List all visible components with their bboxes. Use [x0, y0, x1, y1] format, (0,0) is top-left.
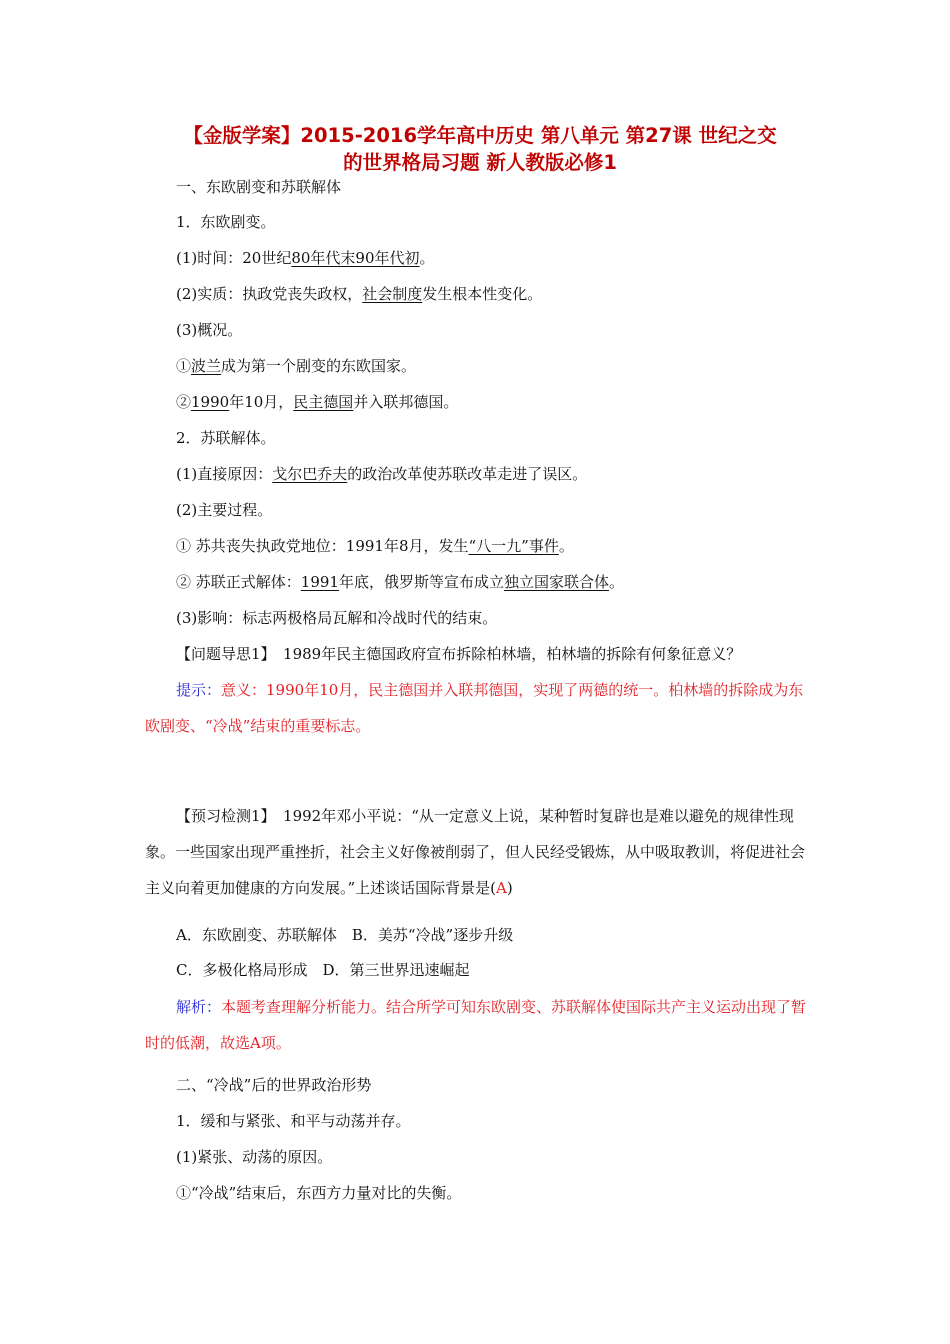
overview-item-1: ①波兰成为第一个剧变的东欧国家。: [176, 357, 417, 375]
process-item-1: ① 苏共丧失执政党地位：1991年8月，发生“八一九”事件。: [176, 537, 574, 555]
option-d: D．第三世界迅速崛起: [307, 961, 470, 979]
coup-blank: “八一九”事件: [468, 537, 559, 555]
essence-line: (2)实质：执政党丧失政权，社会制度发生根本性变化。: [176, 285, 543, 303]
document-title: [145, 122, 815, 176]
options-row-2: [176, 960, 470, 980]
analysis-text: 本题考查理解分析能力。结合所学可知东欧剧变、苏联解体使国际共产主义运动出现了暂时的低潮，故选A项。: [145, 998, 807, 1052]
preview-1-text: 1992年邓小平说：“从一定意义上说，某种暂时复辟也是难以避免的规律性现象。一些国家出现严重挫折，社会主义好像被削弱了，但人民经受锻炼，从中吸取教训，将促进社会主义向着更加健康的方向发展。”上述谈话国际背景是(: [145, 807, 806, 897]
year-1991-blank: 1991: [300, 573, 339, 591]
option-c: C．多极化格局形成: [176, 961, 308, 979]
section-1-heading: 一、东欧剧变和苏联解体: [176, 178, 342, 196]
question-1: [176, 644, 741, 664]
year-blank: 1990: [191, 393, 230, 411]
process-line: (2)主要过程。: [176, 501, 273, 519]
option-a: A．东欧剧变、苏联解体: [176, 926, 337, 944]
subsection-eastern-europe: 1．东欧剧变。: [176, 213, 276, 231]
poland-blank: 波兰: [191, 357, 222, 375]
time-blank: 80年代末90年代初: [291, 249, 420, 267]
section-2-point-2: (1)紧张、动荡的原因。: [176, 1148, 333, 1166]
process-item-2: ② 苏联正式解体：1991年底，俄罗斯等宣布成立独立国家联合体。: [176, 573, 625, 591]
gorbachev-blank: 戈尔巴乔夫: [272, 465, 348, 483]
preview-1-answer: A: [496, 879, 507, 897]
question-1-text: 1989年民主德国政府宣布拆除柏林墙，柏林墙的拆除有何象征意义？: [268, 645, 742, 663]
hint-paragraph: [145, 672, 807, 744]
essence-blank: 社会制度: [362, 285, 423, 303]
overview-item-2: ②1990年10月，民主德国并入联邦德国。: [176, 393, 459, 411]
title-line-2: 的世界格局习题 新人教版必修1: [343, 151, 617, 174]
gdr-blank: 民主德国: [293, 393, 354, 411]
section-2-heading: 二、“冷战”后的世界政治形势: [176, 1076, 372, 1094]
preview-1-label: 【预习检测1】: [176, 807, 269, 825]
time-line: (1)时间：20世纪80年代末90年代初。: [176, 249, 435, 267]
option-b: B．美苏“冷战”逐步升级: [336, 926, 514, 944]
preview-1: 【预习检测1】 1992年邓小平说：“从一定意义上说，某种暂时复辟也是难以避免的规律性现象。一些国家出现严重挫折，社会主义好像被削弱了，但人民经受锻炼，从中吸取教训，将促进社会主义向着更加健康的方向发展。”上述谈话国际背景是(A): [145, 807, 806, 897]
cis-blank: 独立国家联合体: [503, 573, 609, 591]
cause-line: (1)直接原因：戈尔巴乔夫的政治改革使苏联改革走进了误区。: [176, 465, 588, 483]
subsection-ussr: 2．苏联解体。: [176, 429, 276, 447]
hint-text: 意义：1990年10月，民主德国并入联邦德国，实现了两德的统一。柏林墙的拆除成为东欧剧变、“冷战”结束的重要标志。: [145, 681, 804, 735]
section-2-point-1: 1．缓和与紧张、和平与动荡并存。: [176, 1112, 411, 1130]
section-2-point-3: ①“冷战”结束后，东西方力量对比的失衡。: [176, 1184, 462, 1202]
title-line-1: 【金版学案】2015-2016学年高中历史 第八单元 第27课 世纪之交: [183, 124, 777, 147]
analysis-paragraph: [145, 989, 807, 1061]
hint-label: 提示：: [176, 681, 222, 699]
question-1-label: 【问题导思1】: [176, 645, 269, 663]
analysis-label: 解析：: [176, 998, 222, 1016]
overview-line: (3)概况。: [176, 321, 243, 339]
impact-line: (3)影响：标志两极格局瓦解和冷战时代的结束。: [176, 609, 498, 627]
options-row-1: [176, 925, 513, 945]
